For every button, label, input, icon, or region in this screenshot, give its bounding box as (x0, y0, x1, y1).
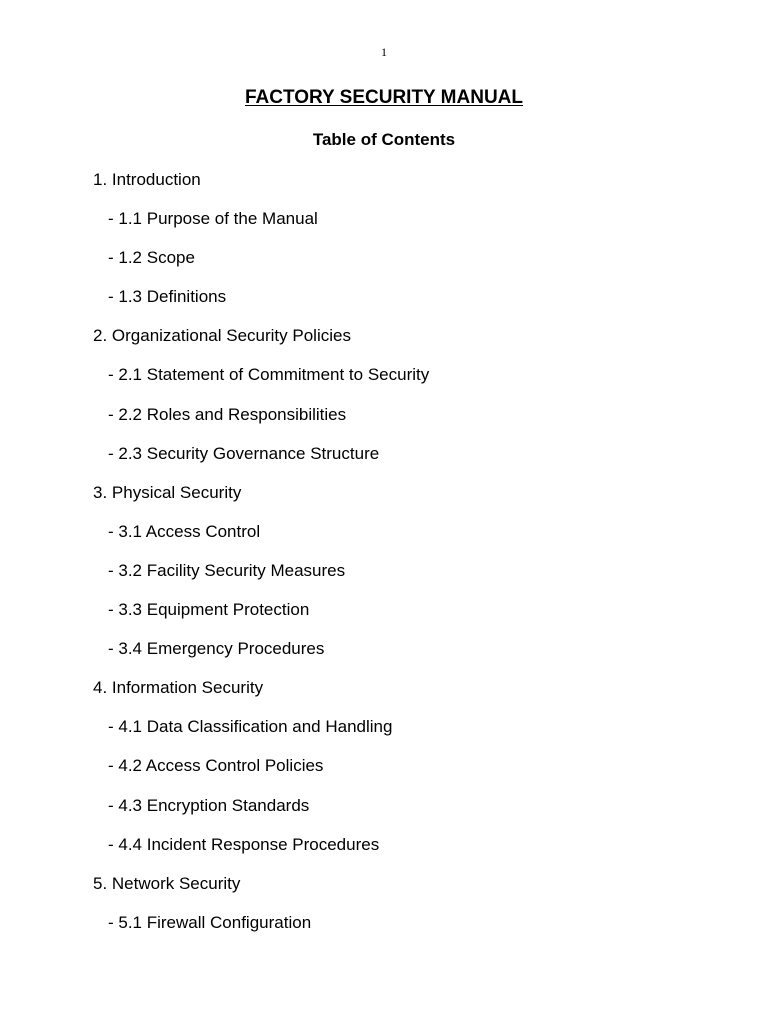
toc-heading: Table of Contents (312, 130, 456, 149)
table-of-contents (93, 169, 713, 951)
toc-section: 4. Information Security (93, 678, 264, 698)
toc-subsection: - 4.1 Data Classification and Handling (108, 717, 393, 737)
toc-section: 5. Network Security (93, 873, 241, 893)
toc-subsection: - 1.2 Scope (108, 248, 195, 268)
toc-section: 1. Introduction (93, 170, 201, 189)
toc-subsection: - 5.1 Firewall Configuration (108, 912, 312, 932)
toc-subsection: - 2.2 Roles and Responsibilities (108, 404, 347, 424)
toc-subsection: - 4.2 Access Control Policies (108, 756, 324, 776)
toc-section: 2. Organizational Security Policies (93, 326, 351, 346)
toc-subsection: - 4.3 Encryption Standards (108, 795, 310, 815)
toc-section: 3. Physical Security (93, 482, 242, 502)
toc-subsection: - 3.2 Facility Security Measures (108, 560, 346, 580)
toc-subsection: - 2.1 Statement of Commitment to Security (108, 365, 430, 385)
toc-subsection: - 1.3 Definitions (108, 287, 227, 307)
document-title: FACTORY SECURITY MANUAL (245, 87, 523, 108)
toc-subsection: - 3.1 Access Control (108, 521, 261, 541)
toc-subsection: - 2.3 Security Governance Structure (108, 443, 380, 463)
toc-subsection: - 1.1 Purpose of the Manual (108, 209, 318, 229)
page-number: 1 (381, 45, 387, 59)
toc-subsection: - 3.3 Equipment Protection (108, 600, 310, 620)
toc-subsection: - 3.4 Emergency Procedures (108, 639, 325, 659)
toc-subsection: - 4.4 Incident Response Procedures (108, 834, 380, 854)
